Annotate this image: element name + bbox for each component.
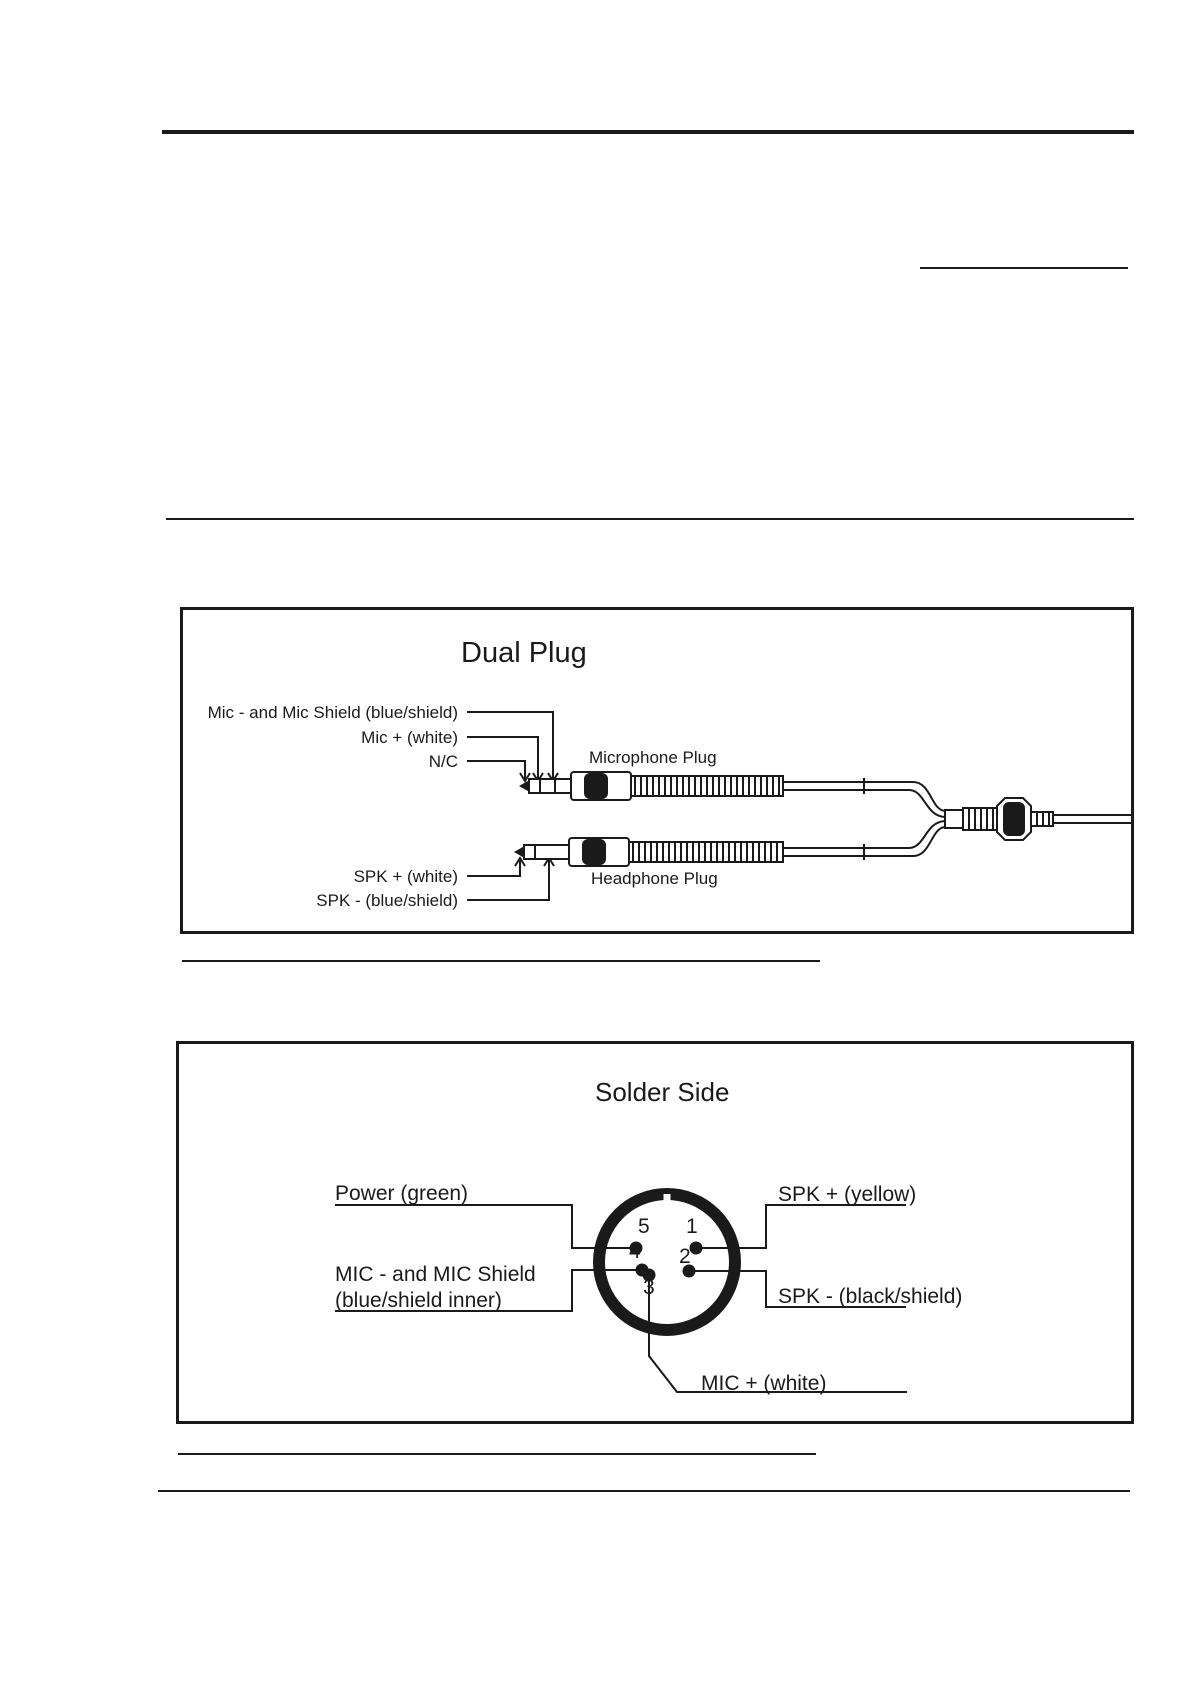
label-spk-plus: SPK + (yellow) [778,1183,917,1206]
section-rule [166,518,1134,520]
microphone-strain-relief [631,776,783,796]
solder-side-drawing [179,1044,1137,1427]
dual-plug-diagram [180,607,1134,934]
caption-rule-2 [178,1453,816,1455]
bottom-rule [158,1490,1130,1492]
label-power: Power (green) [335,1182,469,1205]
mic-leader-lines [467,712,558,781]
label-mic-minus: Mic - and Mic Shield (blue/shield) [207,703,458,722]
solder-side-diagram [176,1041,1134,1424]
dual-plug-drawing [183,610,1137,937]
label-microphone-plug: Microphone Plug [589,748,717,767]
short-rule [920,267,1128,269]
label-spk-minus: SPK - (black/shield) [778,1285,963,1308]
pin-number-1: 1 [686,1215,698,1238]
label-mic-shield-line-1: MIC - and MIC Shield [335,1263,536,1286]
pin-1 [690,1242,703,1255]
top-rule [162,130,1134,134]
label-spk-minus: SPK - (blue/shield) [316,891,458,910]
label-nc: N/C [428,752,458,771]
pin-number-4: 4 [629,1240,641,1263]
dual-plug-title: Dual Plug [461,637,587,669]
headphone-strain-relief [629,842,783,862]
headphone-plug [516,838,629,866]
label-mic-plus: MIC + (white) [701,1372,827,1395]
label-mic-shield-line-2: (blue/shield inner) [335,1289,502,1312]
pin-number-5: 5 [638,1215,650,1238]
joined-cable [945,798,1133,840]
spk-leader-lines [467,858,554,900]
solder-side-title: Solder Side [595,1077,730,1107]
xlr-connector [599,1194,735,1330]
label-spk-plus: SPK + (white) [353,867,458,886]
label-mic-plus: Mic + (white) [361,728,458,747]
pin-number-2: 2 [679,1245,691,1268]
pin-number-3: 3 [643,1276,655,1299]
caption-rule-1 [182,960,820,962]
y-cable [783,778,945,860]
label-headphone-plug: Headphone Plug [591,869,718,888]
